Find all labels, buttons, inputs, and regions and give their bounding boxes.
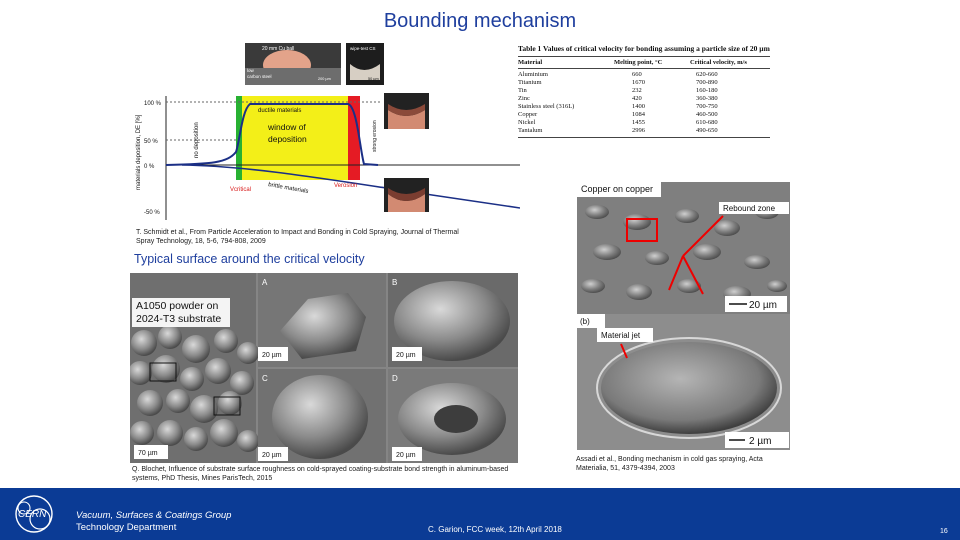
strong-erosion-label: strong erosion <box>372 120 378 152</box>
rebound-zone-label: Rebound zone <box>723 204 776 213</box>
table-cell: 620-660 <box>696 71 718 79</box>
tick-minus-50: -50 % <box>144 210 160 216</box>
table-cell: 490-650 <box>696 127 718 135</box>
micrograph-left-caption: A1050 powder on 2024-T3 substrate <box>132 298 230 327</box>
table-cell: 700-750 <box>696 103 718 111</box>
footer-bar <box>0 488 960 540</box>
micrograph-copper <box>577 182 790 450</box>
micrograph-copper-svg <box>577 182 790 450</box>
scale-bar-overview: 70 µm <box>138 450 158 457</box>
table-cell: Stainless steel (316L) <box>518 103 575 111</box>
tick-100: 100 % <box>144 101 162 107</box>
table-cell: 700-890 <box>696 79 718 87</box>
table-header: Material <box>518 59 543 67</box>
table-cell: 660 <box>632 71 642 79</box>
panel-letter-c: C <box>262 374 268 383</box>
zone-red <box>348 96 360 180</box>
v-critical-label: Vcritical <box>230 187 252 193</box>
table-title: Table 1 Values of critical velocity for bonding assuming a particle size of 20 µm <box>518 44 770 53</box>
micrograph-copper-caption: Copper on copper <box>577 182 661 197</box>
table-cell: Tantalum <box>518 127 543 135</box>
tick-0: 0 % <box>144 164 155 170</box>
table-header: Critical velocity, m/s <box>690 59 747 67</box>
citation-assadi: Assadi et al., Bonding mechanism in cold gas spraying, Acta Materialia, 51, 4379-4394, 2003 <box>576 456 763 473</box>
no-deposition-label: no deposition <box>194 122 200 158</box>
table-cell: 460-500 <box>696 111 718 119</box>
y-axis-label: materials deposition, DE [%] <box>136 114 142 190</box>
critical-velocity-table <box>518 44 770 172</box>
citation-schmidt: T. Schmidt et al., From Particle Acceleration to Impact and Bonding in Cold Spraying, Journal of Thermal Spray Technology, 18, 5-6, 794-808, 2009 <box>136 229 459 246</box>
table-cell: Nickel <box>518 119 536 127</box>
table-cell: 232 <box>632 87 642 95</box>
table-cell: Titanium <box>518 79 542 87</box>
table-row <box>518 79 770 87</box>
table-cell: Tin <box>518 87 527 95</box>
table-cell: 1084 <box>632 111 645 119</box>
scale-top: 20 µm <box>749 300 777 311</box>
scale-bar-c: 20 µm <box>262 452 282 459</box>
table-cell: 420 <box>632 95 642 103</box>
table-cell: Copper <box>518 111 538 119</box>
surface-heading: Typical surface around the critical velocity <box>134 252 365 266</box>
footer-group: Vacuum, Surfaces & Coatings Group <box>76 510 232 521</box>
scale-bottom: 2 µm <box>749 436 772 447</box>
panel-letter-a: A <box>262 278 268 287</box>
window-label-2: deposition <box>268 134 307 144</box>
crater-thumb-1 <box>384 93 429 129</box>
table-row <box>518 71 770 79</box>
splat-shape <box>601 342 777 434</box>
inset-left-substrate-2: carbon steel <box>247 74 272 79</box>
cern-logo <box>10 493 58 535</box>
page-number: 16 <box>940 528 948 535</box>
inset-right-scale: 50 µm <box>368 77 379 81</box>
table-row <box>518 95 770 103</box>
table-cell: 2996 <box>632 127 645 135</box>
inset-left-scale: 200 µm <box>318 77 331 81</box>
table-cell: 1455 <box>632 119 645 127</box>
table-row <box>518 87 770 95</box>
scale-bar-a: 20 µm <box>262 352 282 359</box>
table-row <box>518 103 770 111</box>
table-row <box>518 111 770 119</box>
table-cell: Aluminium <box>518 71 548 79</box>
ductile-label: ductile materials <box>258 108 302 114</box>
cern-logo-icon <box>10 493 58 535</box>
citation-blochet: Q. Blochet, Influence of substrate surface roughness on cold-sprayed coating-substrate bond strength in aluminum-based systems, PhD Thesis, Mines ParisTech, 2015 <box>132 466 509 483</box>
table-cell: 160-180 <box>696 87 718 95</box>
panel-letter-d: D <box>392 374 398 383</box>
inset-left-title: 20 mm Cu ball <box>262 46 295 52</box>
table-cell: 1400 <box>632 103 645 111</box>
crater-thumb-2 <box>384 178 429 212</box>
deposition-diagram-svg <box>132 40 520 228</box>
v-erosion-label: Verosion <box>334 183 358 189</box>
footer-department: Technology Department <box>76 522 177 533</box>
scale-bar-b: 20 µm <box>396 352 416 359</box>
table-row <box>518 119 770 127</box>
table-cell: Zinc <box>518 95 530 103</box>
inset-left-substrate-1: low <box>247 68 254 73</box>
table-header: Melting point, °C <box>614 59 663 67</box>
panel-label-b: (b) <box>580 317 590 326</box>
table-cell: 610-680 <box>696 119 718 127</box>
table-cell: 360-380 <box>696 95 718 103</box>
table-cell: 1670 <box>632 79 645 87</box>
slide-title: Bounding mechanism <box>383 10 577 32</box>
inset-right-title: wipe-test CS <box>350 46 376 51</box>
window-label-1: window of <box>268 122 306 132</box>
material-jet-label: Material jet <box>601 331 641 340</box>
brittle-label: brittle materials <box>267 182 309 196</box>
panel-letter-b: B <box>392 278 398 287</box>
deposition-window-diagram <box>132 40 520 228</box>
tick-50: 50 % <box>144 139 158 145</box>
table-header-row <box>518 57 770 68</box>
cern-logo-text: CERN <box>18 509 47 520</box>
footer-presenter: C. Garion, FCC week, 12th April 2018 <box>428 525 562 534</box>
scale-bar-d: 20 µm <box>396 452 416 459</box>
table-row <box>518 127 770 135</box>
